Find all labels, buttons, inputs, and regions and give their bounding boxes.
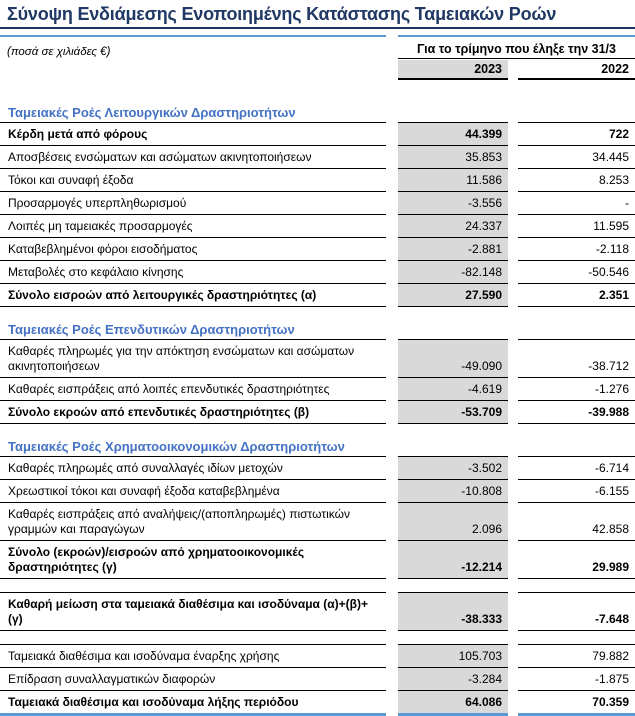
row-label: Καθαρές εισπράξεις από λοιπές επενδυτικές δραστηριότητες bbox=[0, 378, 386, 401]
table-header-area bbox=[0, 42, 635, 80]
table-row bbox=[0, 503, 635, 541]
row-label: Σύνολο (εκροών)/εισροών από χρηματοοικονομικές δραστηριότητες (γ) bbox=[0, 541, 386, 579]
value-2023: -82.148 bbox=[398, 261, 508, 284]
value-2023: -3.556 bbox=[398, 192, 508, 215]
value-2023: -3.502 bbox=[398, 457, 508, 480]
section-spacer bbox=[0, 424, 635, 437]
row-label: Κέρδη μετά από φόρους bbox=[0, 123, 386, 146]
section-heading-cell-2023 bbox=[398, 437, 508, 457]
total-row bbox=[0, 401, 635, 424]
value-2022: -50.546 bbox=[518, 261, 635, 284]
total-row bbox=[0, 691, 635, 716]
value-2023: 35.853 bbox=[398, 146, 508, 169]
table-row bbox=[0, 457, 635, 480]
value-2023: 105.703 bbox=[398, 644, 508, 668]
row-label: Ταμειακά διαθέσιμα και ισοδύναμα λήξης περιόδου bbox=[0, 691, 386, 716]
total-row bbox=[0, 592, 635, 631]
year-header-row bbox=[398, 60, 635, 80]
top-rule-right-segment bbox=[398, 35, 635, 37]
table-row bbox=[0, 192, 635, 215]
value-2022: 70.359 bbox=[518, 691, 635, 716]
section-spacer bbox=[0, 307, 635, 320]
section-spacer bbox=[0, 579, 635, 592]
total-row bbox=[0, 284, 635, 307]
section-heading-label: Ταμειακές Ροές Χρηματοοικονομικών Δραστηριοτήτων bbox=[0, 437, 386, 457]
value-2023: 24.337 bbox=[398, 215, 508, 238]
value-2023: -3.284 bbox=[398, 668, 508, 691]
value-2022: -39.988 bbox=[518, 401, 635, 424]
table-row bbox=[0, 169, 635, 192]
section-heading-cell-2023 bbox=[398, 320, 508, 340]
row-label: Προσαρμογές υπερπληθωρισμού bbox=[0, 192, 386, 215]
value-2023: -10.808 bbox=[398, 480, 508, 503]
statement-table bbox=[0, 103, 635, 716]
table-row bbox=[0, 378, 635, 401]
table-row bbox=[0, 261, 635, 284]
top-rule bbox=[0, 35, 635, 37]
section-heading-label: Ταμειακές Ροές Επενδυτικών Δραστηριοτήτων bbox=[0, 320, 386, 340]
value-2022: 8.253 bbox=[518, 169, 635, 192]
table-row bbox=[0, 668, 635, 691]
row-label: Καθαρές πληρωμές για την απόκτηση ενσώματων και ασώματων ακινητοποιήσεων bbox=[0, 340, 386, 378]
value-2022: 2.351 bbox=[518, 284, 635, 307]
value-2023: 44.399 bbox=[398, 123, 508, 146]
period-label: Για το τρίμηνο που έληξε την 31/3 bbox=[398, 42, 635, 59]
value-2023: -12.214 bbox=[398, 541, 508, 579]
section-heading-label: Ταμειακές Ροές Λειτουργικών Δραστηριοτήτων bbox=[0, 103, 386, 123]
row-label: Καθαρές εισπράξεις από αναλήψεις/(αποπληρωμές) πιστωτικών γραμμών και παραγώγων bbox=[0, 503, 386, 541]
row-label: Καταβεβλημένοι φόροι εισοδήματος bbox=[0, 238, 386, 261]
value-2023: -53.709 bbox=[398, 401, 508, 424]
table-row bbox=[0, 238, 635, 261]
row-label: Ταμειακά διαθέσιμα και ισοδύναμα έναρξης χρήσης bbox=[0, 644, 386, 668]
value-2022: -7.648 bbox=[518, 592, 635, 631]
table-row bbox=[0, 340, 635, 378]
total-row bbox=[0, 541, 635, 579]
column-header-2023: 2023 bbox=[398, 60, 508, 80]
value-2022: -38.712 bbox=[518, 340, 635, 378]
value-2022: 34.445 bbox=[518, 146, 635, 169]
row-label: Μεταβολές στο κεφάλαιο κίνησης bbox=[0, 261, 386, 284]
table-row bbox=[0, 480, 635, 503]
section-heading-row bbox=[0, 103, 635, 123]
table-row bbox=[0, 215, 635, 238]
section-heading-cell-2022 bbox=[518, 103, 635, 123]
section-heading-cell-2022 bbox=[518, 320, 635, 340]
period-header bbox=[398, 42, 635, 80]
value-2023: 11.586 bbox=[398, 169, 508, 192]
row-label: Καθαρές πληρωμές από συναλλαγές ιδίων μετοχών bbox=[0, 457, 386, 480]
value-2023: 64.086 bbox=[398, 691, 508, 716]
value-2022: 42.858 bbox=[518, 503, 635, 541]
row-label: Σύνολο εκροών από επενδυτικές δραστηριότητες (β) bbox=[0, 401, 386, 424]
row-label: Καθαρή μείωση στα ταμειακά διαθέσιμα και ισοδύναμα (α)+(β)+(γ) bbox=[0, 592, 386, 631]
page-title: Σύνοψη Ενδιάμεσης Ενοποιημένης Κατάστασης Ταμειακών Ροών bbox=[0, 4, 635, 29]
value-2022: 29.989 bbox=[518, 541, 635, 579]
section-heading-cell-2022 bbox=[518, 437, 635, 457]
value-2023: -38.333 bbox=[398, 592, 508, 631]
value-2023: -4.619 bbox=[398, 378, 508, 401]
value-2023: -49.090 bbox=[398, 340, 508, 378]
column-header-2022: 2022 bbox=[518, 60, 635, 80]
section-heading-row bbox=[0, 437, 635, 457]
row-label: Επίδραση συναλλαγματικών διαφορών bbox=[0, 668, 386, 691]
value-2023: 27.590 bbox=[398, 284, 508, 307]
value-2022: - bbox=[518, 192, 635, 215]
value-2022: -2.118 bbox=[518, 238, 635, 261]
section-heading-cell-2023 bbox=[398, 103, 508, 123]
section-heading-row bbox=[0, 320, 635, 340]
table-row bbox=[0, 146, 635, 169]
section-spacer bbox=[0, 631, 635, 644]
row-label: Αποσβέσεις ενσώματων και ασώματων ακινητοποιήσεων bbox=[0, 146, 386, 169]
table-row bbox=[0, 644, 635, 668]
value-2022: -1.276 bbox=[518, 378, 635, 401]
value-2023: -2.881 bbox=[398, 238, 508, 261]
value-2022: -6.155 bbox=[518, 480, 635, 503]
value-2023: 2.096 bbox=[398, 503, 508, 541]
value-2022: 11.595 bbox=[518, 215, 635, 238]
top-rule-left-segment bbox=[0, 35, 386, 37]
value-2022: 722 bbox=[518, 123, 635, 146]
row-label: Λοιπές μη ταμειακές προσαρμογές bbox=[0, 215, 386, 238]
value-2022: 79.882 bbox=[518, 644, 635, 668]
row-label: Σύνολο εισροών από λειτουργικές δραστηριότητες (α) bbox=[0, 284, 386, 307]
total-row bbox=[0, 123, 635, 146]
row-label: Χρεωστικοί τόκοι και συναφή έξοδα καταβεβλημένα bbox=[0, 480, 386, 503]
value-2022: -6.714 bbox=[518, 457, 635, 480]
row-label: Τόκοι και συναφή έξοδα bbox=[0, 169, 386, 192]
units-note: (ποσά σε χιλιάδες €) bbox=[7, 46, 111, 58]
value-2022: -1.875 bbox=[518, 668, 635, 691]
